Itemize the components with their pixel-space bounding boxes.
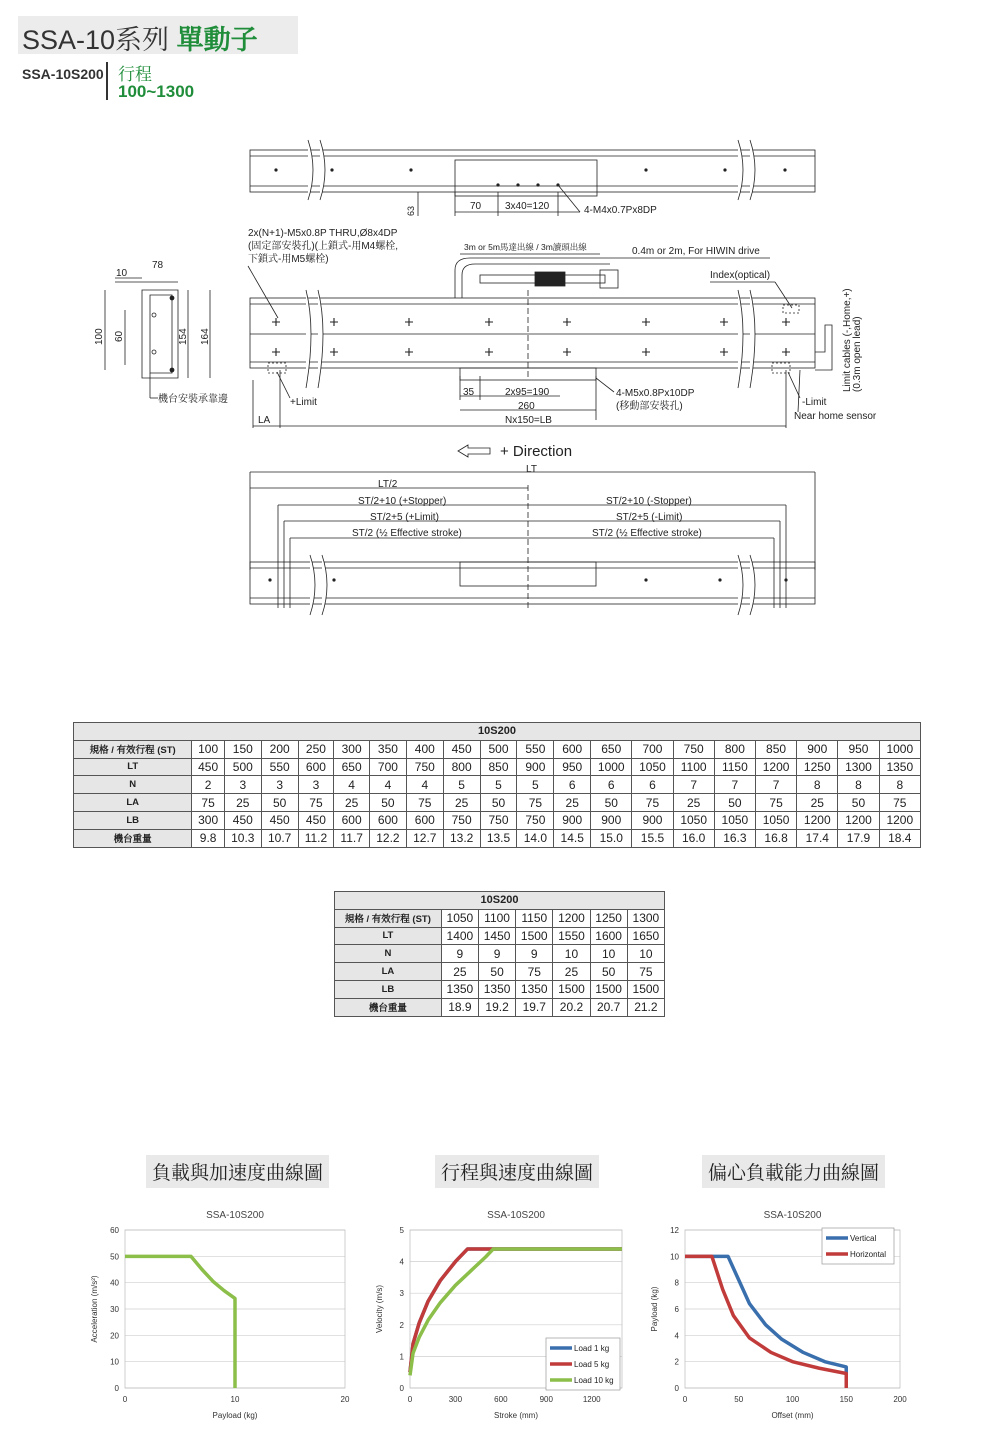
- row-header: N: [335, 945, 442, 963]
- table-row: [335, 980, 665, 998]
- table-cell: 1500: [553, 980, 590, 998]
- table-cell: 10.7: [261, 829, 298, 847]
- table-cell: 75: [517, 794, 554, 812]
- table-cell: 75: [298, 794, 334, 812]
- y-tick-label: 20: [110, 1331, 119, 1341]
- table-cell: 1050: [441, 909, 478, 927]
- table-caption: 10S200: [74, 723, 921, 741]
- table-cell: 3: [224, 776, 261, 794]
- y-tick-label: 10: [110, 1357, 119, 1367]
- dim-3x40: 3x40=120: [505, 201, 550, 212]
- table-row: [74, 740, 921, 758]
- la-label: LA: [258, 415, 271, 426]
- table-cell: 600: [334, 811, 370, 829]
- table-cell: 50: [591, 794, 632, 812]
- dim-60: 60: [114, 330, 125, 342]
- table-cell: 600: [298, 758, 334, 776]
- table-cell: 9: [516, 945, 553, 963]
- table-cell: 1200: [797, 811, 838, 829]
- table-cell: 850: [480, 758, 517, 776]
- table-cell: 50: [480, 794, 517, 812]
- table-cell: 10: [590, 945, 627, 963]
- table-cell: 750: [673, 740, 714, 758]
- table-cell: 9: [441, 945, 478, 963]
- dim-164: 164: [200, 328, 211, 345]
- cable-note: 3m or 5m馬達出線 / 3m讀頭出線: [464, 242, 587, 252]
- table-cell: 1000: [879, 740, 920, 758]
- front-view: [250, 290, 832, 428]
- lt-label: LT: [526, 464, 537, 475]
- dim-63: 63: [406, 205, 416, 216]
- table-cell: 1050: [714, 811, 755, 829]
- row-header: LA: [74, 794, 192, 812]
- table-cell: 75: [516, 963, 553, 981]
- type-label: 單動子: [176, 25, 258, 55]
- table-cell: 900: [797, 740, 838, 758]
- table-cell: 1350: [879, 758, 920, 776]
- table-cell: 13.2: [443, 829, 480, 847]
- stroke-range: 100~1300: [118, 82, 195, 101]
- legend-label: Vertical: [850, 1234, 877, 1243]
- mover-holes-2: (移動部安裝孔): [616, 401, 683, 412]
- table-cell: 50: [478, 963, 515, 981]
- table-cell: 21.2: [627, 998, 664, 1016]
- y-tick-label: 2: [399, 1320, 404, 1330]
- table-cell: 75: [755, 794, 796, 812]
- table-cell: 300: [192, 811, 225, 829]
- table-cell: 700: [370, 758, 407, 776]
- chart-title: SSA-10S200: [206, 1210, 264, 1221]
- table-cell: 1150: [714, 758, 755, 776]
- y-tick-label: 10: [670, 1252, 679, 1262]
- table-cell: 550: [517, 740, 554, 758]
- table-cell: 75: [406, 794, 443, 812]
- table-cell: 500: [480, 740, 517, 758]
- table-cell: 150: [224, 740, 261, 758]
- table-cell: 25: [441, 963, 478, 981]
- index-note: Index(optical): [710, 270, 771, 281]
- table-cell: 1350: [441, 980, 478, 998]
- table-cell: 250: [298, 740, 334, 758]
- table-cell: 10: [627, 945, 664, 963]
- base-note: 機台安裝承靠邊: [158, 394, 228, 405]
- table-cell: 1550: [553, 927, 590, 945]
- technical-drawing: [0, 130, 989, 630]
- table-cell: 1350: [478, 980, 515, 998]
- table-cell: 1200: [838, 811, 879, 829]
- table-cell: 1500: [590, 980, 627, 998]
- table-cell: 20.7: [590, 998, 627, 1016]
- table-cell: 50: [838, 794, 879, 812]
- st-eff-right: ST/2 (½ Effective stroke): [592, 528, 702, 539]
- table-cell: 18.4: [879, 829, 920, 847]
- table-cell: 1050: [632, 758, 673, 776]
- dim-70: 70: [470, 201, 482, 212]
- table-cell: 14.5: [554, 829, 591, 847]
- table-cell: 900: [632, 811, 673, 829]
- table-cell: 2: [192, 776, 225, 794]
- table-cell: 4: [334, 776, 370, 794]
- x-tick-label: 50: [734, 1395, 744, 1404]
- y-tick-label: 4: [399, 1257, 404, 1267]
- table-cell: 900: [517, 758, 554, 776]
- y-tick-label: 12: [670, 1226, 679, 1235]
- legend-label: Horizontal: [850, 1250, 887, 1259]
- legend-label: Load 5 kg: [574, 1360, 610, 1369]
- table-row: [335, 998, 665, 1016]
- x-axis-label: Stroke (mm): [494, 1411, 538, 1420]
- y-tick-label: 30: [110, 1305, 119, 1314]
- divider: [106, 62, 108, 100]
- table-cell: 7: [755, 776, 796, 794]
- table-cell: 8: [838, 776, 879, 794]
- table-cell: 100: [192, 740, 225, 758]
- table-cell: 5: [517, 776, 554, 794]
- hole-note-2: (固定部安裝孔)(上鎖式-用M4螺栓,: [248, 241, 398, 252]
- model-label: SSA-10S200: [22, 66, 104, 82]
- table-cell: 350: [370, 740, 407, 758]
- chart-title-1: 負載與加速度曲線圖: [146, 1155, 329, 1188]
- y-tick-label: 5: [399, 1226, 404, 1235]
- table-cell: 8: [797, 776, 838, 794]
- lt2-label: LT/2: [378, 479, 398, 490]
- x-tick-label: 100: [785, 1395, 800, 1404]
- table-cell: 1200: [879, 811, 920, 829]
- table-cell: 50: [590, 963, 627, 981]
- st-eff-left: ST/2 (½ Effective stroke): [352, 528, 462, 539]
- row-header: LA: [335, 963, 442, 981]
- stroke-label: 行程: [118, 65, 152, 84]
- x-tick-label: 10: [230, 1395, 240, 1404]
- table-cell: 1500: [516, 927, 553, 945]
- spec-table-1: [73, 722, 921, 848]
- y-tick-label: 40: [110, 1278, 119, 1288]
- row-header: LT: [74, 758, 192, 776]
- table-cell: 75: [627, 963, 664, 981]
- table-cell: 25: [334, 794, 370, 812]
- direction-arrow-icon: [458, 445, 490, 457]
- y-tick-label: 50: [110, 1252, 119, 1262]
- spec-table-2: [334, 891, 665, 1017]
- table-cell: 19.2: [478, 998, 515, 1016]
- table-cell: 50: [714, 794, 755, 812]
- table-cell: 25: [553, 963, 590, 981]
- direction-label: + Direction: [500, 443, 573, 460]
- chart-title-3: 偏心負載能力曲線圖: [702, 1155, 885, 1188]
- drive-note: 0.4m or 2m, For HIWIN drive: [632, 246, 760, 257]
- y-tick-label: 8: [674, 1278, 679, 1288]
- chart-title: SSA-10S200: [763, 1210, 822, 1221]
- row-header: LT: [335, 927, 442, 945]
- table-cell: 3: [298, 776, 334, 794]
- mover-holes-1: 4-M5x0.8Px10DP: [616, 388, 695, 399]
- table-cell: 950: [838, 740, 879, 758]
- table-cell: 1200: [755, 758, 796, 776]
- table-cell: 75: [879, 794, 920, 812]
- table-cell: 650: [334, 758, 370, 776]
- x-tick-label: 300: [448, 1395, 463, 1404]
- y-axis-label: Acceleration (m/s²): [90, 1275, 99, 1343]
- chart-title: SSA-10S200: [487, 1210, 545, 1221]
- table-row: [335, 927, 665, 945]
- table-cell: 11.2: [298, 829, 334, 847]
- page-title: [22, 18, 258, 57]
- table-cell: 1300: [627, 909, 664, 927]
- table-cell: 1500: [627, 980, 664, 998]
- x-tick-label: 900: [539, 1395, 553, 1404]
- table-cell: 750: [480, 811, 517, 829]
- table-cell: 50: [261, 794, 298, 812]
- table-cell: 11.7: [334, 829, 370, 847]
- table-cell: 7: [714, 776, 755, 794]
- table-cell: 50: [370, 794, 407, 812]
- table-cell: 750: [443, 811, 480, 829]
- payload-acceleration-chart: [85, 1200, 355, 1425]
- table-cell: 450: [261, 811, 298, 829]
- table-cell: 4: [406, 776, 443, 794]
- table-cell: 75: [632, 794, 673, 812]
- table-cell: 1650: [627, 927, 664, 945]
- limit-cables-1: Limit cables (-,Home,+): [842, 288, 853, 392]
- minus-limit: -Limit: [802, 397, 827, 408]
- table-cell: 5: [443, 776, 480, 794]
- table-cell: 600: [370, 811, 407, 829]
- dim-260: 260: [518, 401, 535, 412]
- table-cell: 25: [797, 794, 838, 812]
- table-cell: 1050: [755, 811, 796, 829]
- y-tick-label: 3: [399, 1289, 404, 1299]
- table-cell: 25: [673, 794, 714, 812]
- table-cell: 19.7: [516, 998, 553, 1016]
- table-cell: 9.8: [192, 829, 225, 847]
- x-tick-label: 20: [340, 1395, 350, 1404]
- table-cell: 5: [480, 776, 517, 794]
- plus-limit: +Limit: [290, 397, 317, 408]
- table-cell: 500: [224, 758, 261, 776]
- y-tick-label: 6: [674, 1305, 679, 1314]
- table-cell: 25: [224, 794, 261, 812]
- table-cell: 25: [443, 794, 480, 812]
- connector-icon: [535, 272, 565, 286]
- table-cell: 900: [591, 811, 632, 829]
- dim-10: 10: [116, 268, 128, 279]
- table-cell: 16.0: [673, 829, 714, 847]
- y-tick-label: 2: [674, 1357, 679, 1367]
- table-cell: 600: [406, 811, 443, 829]
- y-tick-label: 0: [399, 1384, 404, 1393]
- dim-nx150: Nx150=LB: [505, 415, 552, 426]
- near-home-sensor: Near home sensor: [794, 411, 877, 422]
- table-cell: 15.0: [591, 829, 632, 847]
- table-cell: 750: [406, 758, 443, 776]
- row-header: N: [74, 776, 192, 794]
- table-row: [74, 829, 921, 847]
- table-cell: 1050: [673, 811, 714, 829]
- series-line: [125, 1256, 235, 1388]
- table-cell: 450: [224, 811, 261, 829]
- table-cell: 1150: [516, 909, 553, 927]
- table-cell: 15.5: [632, 829, 673, 847]
- stroke-velocity-chart: [370, 1200, 632, 1425]
- dim-35: 35: [463, 387, 475, 398]
- table-cell: 1250: [590, 909, 627, 927]
- table-cell: 1600: [590, 927, 627, 945]
- table-cell: 12.7: [406, 829, 443, 847]
- table-cell: 1250: [797, 758, 838, 776]
- x-tick-label: 0: [407, 1395, 413, 1404]
- table-cell: 75: [192, 794, 225, 812]
- table-cell: 16.8: [755, 829, 796, 847]
- table-cell: 20.2: [553, 998, 590, 1016]
- table-cell: 1200: [553, 909, 590, 927]
- table-cell: 12.2: [370, 829, 407, 847]
- legend-label: Load 1 kg: [574, 1344, 610, 1353]
- table-cell: 700: [632, 740, 673, 758]
- table-cell: 300: [334, 740, 370, 758]
- x-axis-label: Offset (mm): [771, 1411, 814, 1420]
- row-header: 規格 / 有效行程 (ST): [335, 909, 442, 927]
- hole-note-3: 下鎖式-用M5螺栓): [248, 254, 329, 265]
- table-cell: 800: [443, 758, 480, 776]
- dim-100: 100: [94, 328, 105, 345]
- x-tick-label: 0: [122, 1395, 128, 1404]
- y-tick-label: 0: [674, 1384, 679, 1393]
- row-header: 機台重量: [74, 829, 192, 847]
- x-axis-label: Payload (kg): [212, 1411, 258, 1420]
- table-cell: 1400: [441, 927, 478, 945]
- dim-154: 154: [178, 328, 189, 345]
- y-tick-label: 60: [110, 1226, 119, 1235]
- y-axis-label: Payload (kg): [650, 1286, 659, 1332]
- table-cell: 10: [553, 945, 590, 963]
- table-row: [74, 794, 921, 812]
- table-cell: 16.3: [714, 829, 755, 847]
- tap-note: 4-M4x0.7Px8DP: [584, 205, 657, 216]
- table-row: [335, 909, 665, 927]
- y-tick-label: 1: [399, 1352, 404, 1362]
- dim-78: 78: [152, 260, 164, 271]
- hole-note-1: 2x(N+1)-M5x0.8P THRU,Ø8x4DP: [248, 228, 398, 239]
- table-cell: 18.9: [441, 998, 478, 1016]
- table-cell: 17.4: [797, 829, 838, 847]
- stroke-view: [250, 472, 815, 615]
- table-cell: 750: [517, 811, 554, 829]
- table-cell: 450: [443, 740, 480, 758]
- st-stopper-minus: ST/2+10 (-Stopper): [606, 496, 692, 507]
- table-row: [74, 811, 921, 829]
- table-cell: 850: [755, 740, 796, 758]
- table-row: [74, 758, 921, 776]
- table-cell: 800: [714, 740, 755, 758]
- table-cell: 8: [879, 776, 920, 794]
- st-limit-minus: ST/2+5 (-Limit): [616, 512, 683, 523]
- legend-label: Load 10 kg: [574, 1376, 614, 1385]
- table-cell: 950: [554, 758, 591, 776]
- table-cell: 14.0: [517, 829, 554, 847]
- table-cell: 1350: [516, 980, 553, 998]
- table-cell: 450: [298, 811, 334, 829]
- table-cell: 7: [673, 776, 714, 794]
- chart-title-2: 行程與速度曲線圖: [435, 1155, 599, 1188]
- row-header: 規格 / 有效行程 (ST): [74, 740, 192, 758]
- row-header: LB: [335, 980, 442, 998]
- table-cell: 450: [192, 758, 225, 776]
- table-cell: 600: [554, 740, 591, 758]
- table-cell: 6: [632, 776, 673, 794]
- table-cell: 1100: [673, 758, 714, 776]
- x-tick-label: 1200: [582, 1395, 601, 1404]
- table-row: [335, 963, 665, 981]
- table-cell: 900: [554, 811, 591, 829]
- row-header: LB: [74, 811, 192, 829]
- table-cell: 550: [261, 758, 298, 776]
- offset-payload-chart: [645, 1200, 910, 1425]
- table-cell: 1450: [478, 927, 515, 945]
- st-stopper-plus: ST/2+10 (+Stopper): [358, 496, 447, 507]
- x-tick-label: 0: [682, 1395, 688, 1404]
- table-cell: 10.3: [224, 829, 261, 847]
- table-cell: 6: [554, 776, 591, 794]
- table-cell: 13.5: [480, 829, 517, 847]
- row-header: 機台重量: [335, 998, 442, 1016]
- table-cell: 9: [478, 945, 515, 963]
- table-cell: 1000: [591, 758, 632, 776]
- st-limit-plus: ST/2+5 (+Limit): [370, 512, 439, 523]
- table-cell: 25: [554, 794, 591, 812]
- x-tick-label: 150: [839, 1395, 853, 1404]
- dim-2x95: 2x95=190: [505, 387, 550, 398]
- limit-cables-2: (0.3m open lead): [852, 316, 863, 392]
- y-axis-label: Velocity (m/s): [375, 1284, 384, 1334]
- table-cell: 400: [406, 740, 443, 758]
- table-row: [74, 776, 921, 794]
- y-tick-label: 4: [674, 1331, 679, 1341]
- table-cell: 4: [370, 776, 407, 794]
- table-cell: 3: [261, 776, 298, 794]
- table-caption: 10S200: [335, 892, 665, 910]
- table-cell: 1100: [478, 909, 515, 927]
- table-cell: 650: [591, 740, 632, 758]
- table-row: [335, 945, 665, 963]
- series-name: SSA-10系列: [22, 25, 170, 55]
- x-tick-label: 200: [893, 1395, 907, 1404]
- table-cell: 1300: [838, 758, 879, 776]
- x-tick-label: 600: [494, 1395, 508, 1404]
- y-tick-label: 0: [114, 1384, 119, 1393]
- table-cell: 200: [261, 740, 298, 758]
- table-cell: 17.9: [838, 829, 879, 847]
- table-cell: 6: [591, 776, 632, 794]
